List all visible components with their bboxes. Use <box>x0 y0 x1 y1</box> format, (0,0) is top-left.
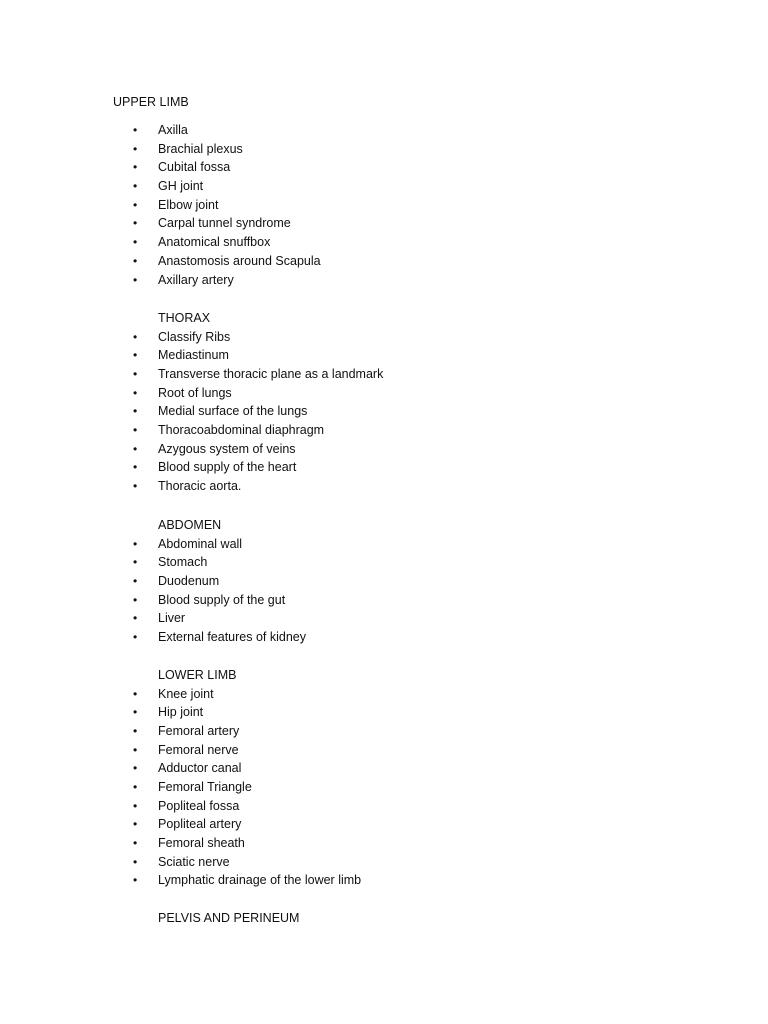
list-item <box>0 140 768 159</box>
bullet-icon: • <box>133 272 138 287</box>
list-item-label: Transverse thoracic plane as a landmark <box>158 366 384 381</box>
list-item <box>0 158 768 177</box>
bullet-icon: • <box>133 348 138 363</box>
list-item-label: Femoral Triangle <box>158 779 252 794</box>
list-item-label: Anatomical snuffbox <box>158 235 271 250</box>
list-item-label: Popliteal fossa <box>158 798 240 813</box>
list-item <box>0 759 768 778</box>
list-item-label: External features of kidney <box>158 629 306 644</box>
list-item-label: Carpal tunnel syndrome <box>158 216 291 231</box>
list-item-label: Cubital fossa <box>158 160 231 175</box>
bullet-icon: • <box>133 160 138 175</box>
list-item <box>0 778 768 797</box>
list-item <box>0 553 768 572</box>
topic-list-thorax <box>0 328 768 496</box>
list-item <box>0 440 768 459</box>
list-item <box>0 121 768 140</box>
list-item-label: Duodenum <box>158 573 220 588</box>
bullet-icon: • <box>133 123 138 137</box>
list-item-label: Medial surface of the lungs <box>158 404 308 419</box>
bullet-icon: • <box>133 723 138 738</box>
list-item-label: Femoral nerve <box>158 742 239 757</box>
list-item <box>0 815 768 834</box>
list-item-label: Mediastinum <box>158 348 229 363</box>
list-item <box>0 572 768 591</box>
topic-list-upper-limb <box>0 121 768 289</box>
list-item <box>0 384 768 403</box>
list-item <box>0 722 768 741</box>
bullet-icon: • <box>133 404 138 419</box>
list-item-label: Sciatic nerve <box>158 854 230 869</box>
list-item-label: Femoral artery <box>158 723 240 738</box>
list-item <box>0 271 768 290</box>
list-item <box>0 703 768 722</box>
list-item-label: Liver <box>158 611 186 626</box>
list-item-label: Anastomosis around Scapula <box>158 253 321 268</box>
list-item-label: Azygous system of veins <box>158 441 296 456</box>
topic-list-abdomen <box>0 535 768 647</box>
list-item-label: Abdominal wall <box>158 536 243 551</box>
section-title-lower-limb: LOWER LIMB <box>158 668 237 682</box>
list-item-label: Elbow joint <box>158 197 219 212</box>
bullet-icon: • <box>133 873 138 888</box>
list-item <box>0 535 768 554</box>
bullet-icon: • <box>133 592 138 607</box>
list-item <box>0 402 768 421</box>
list-item <box>0 477 768 496</box>
bullet-icon: • <box>133 235 138 250</box>
bullet-icon: • <box>133 836 138 850</box>
list-item <box>0 834 768 853</box>
list-item <box>0 741 768 760</box>
bullet-icon: • <box>133 329 138 344</box>
section-title-abdomen: ABDOMEN <box>158 518 222 532</box>
list-item <box>0 365 768 384</box>
bullet-icon: • <box>133 441 138 456</box>
bullet-icon: • <box>133 179 138 194</box>
list-item-label: Brachial plexus <box>158 141 243 156</box>
list-item-label: Blood supply of the heart <box>158 460 297 475</box>
list-item <box>0 685 768 704</box>
bullet-icon: • <box>133 817 138 832</box>
list-item-label: GH joint <box>158 179 204 194</box>
list-item <box>0 871 768 890</box>
list-item <box>0 214 768 233</box>
bullet-icon: • <box>133 385 138 400</box>
list-item-label: Root of lungs <box>158 385 232 400</box>
list-item <box>0 591 768 610</box>
list-item <box>0 853 768 872</box>
list-item-label: Knee joint <box>158 686 214 701</box>
list-item-label: Axillary artery <box>158 272 234 287</box>
bullet-icon: • <box>133 742 138 757</box>
bullet-icon: • <box>133 629 138 644</box>
list-item <box>0 458 768 477</box>
list-item-label: Stomach <box>158 555 208 570</box>
bullet-icon: • <box>133 555 138 570</box>
bullet-icon: • <box>133 141 138 156</box>
document-heading: UPPER LIMB <box>113 95 189 109</box>
list-item-label: Axilla <box>158 123 188 137</box>
bullet-icon: • <box>133 705 138 720</box>
bullet-icon: • <box>133 611 138 626</box>
list-item <box>0 346 768 365</box>
section-title-thorax: THORAX <box>158 311 211 325</box>
list-item-label: Adductor canal <box>158 761 242 776</box>
list-item-label: Blood supply of the gut <box>158 592 286 607</box>
list-item <box>0 328 768 347</box>
list-item <box>0 196 768 215</box>
bullet-icon: • <box>133 854 138 869</box>
list-item <box>0 797 768 816</box>
topic-list-lower-limb <box>0 685 768 891</box>
list-item-label: Lymphatic drainage of the lower limb <box>158 873 362 888</box>
bullet-icon: • <box>133 216 138 231</box>
bullet-icon: • <box>133 197 138 212</box>
bullet-icon: • <box>133 573 138 588</box>
list-item <box>0 177 768 196</box>
bullet-icon: • <box>133 536 138 551</box>
list-item-label: Thoracic aorta. <box>158 479 242 493</box>
list-item <box>0 628 768 647</box>
bullet-icon: • <box>133 686 138 701</box>
list-item <box>0 421 768 440</box>
bullet-icon: • <box>133 422 138 437</box>
bullet-icon: • <box>133 779 138 794</box>
list-item-label: Popliteal artery <box>158 817 242 832</box>
list-item <box>0 252 768 271</box>
bullet-icon: • <box>133 798 138 813</box>
list-item <box>0 609 768 628</box>
list-item-label: Classify Ribs <box>158 329 231 344</box>
list-item <box>0 233 768 252</box>
bullet-icon: • <box>133 253 138 268</box>
bullet-icon: • <box>133 479 138 493</box>
bullet-icon: • <box>133 460 138 475</box>
list-item-label: Femoral sheath <box>158 836 245 850</box>
list-item-label: Thoracoabdominal diaphragm <box>158 422 325 437</box>
bullet-icon: • <box>133 366 138 381</box>
list-item-label: Hip joint <box>158 705 204 720</box>
section-title-pelvis-perineum: PELVIS AND PERINEUM <box>158 911 300 925</box>
bullet-icon: • <box>133 761 138 776</box>
